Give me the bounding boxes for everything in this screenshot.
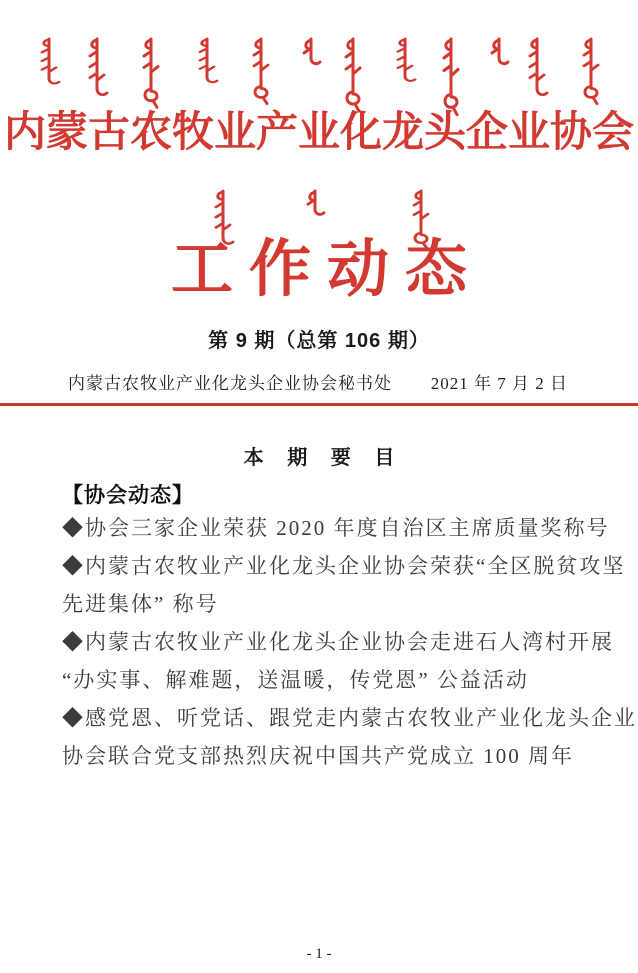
publisher-name: 内蒙古农牧业产业化龙头企业协会秘书处 (68, 374, 392, 393)
toc-line: ◆感党恩、听党话、跟党走内蒙古农牧业产业化龙头企业 (62, 706, 637, 730)
toc-line: 协会联合党支部热烈庆祝中国共产党成立 100 周年 (62, 744, 574, 768)
toc-line: “办实事、解难题，送温暖，传党恩” 公益活动 (62, 668, 529, 692)
publisher-row (68, 369, 568, 394)
toc-list (62, 508, 637, 774)
issue-number: 第 9 期（总第 106 期） (208, 330, 430, 352)
publish-date: 2021 年 7 月 2 日 (430, 374, 568, 393)
toc-line: 先进集体” 称号 (62, 592, 219, 616)
toc-line: ◆协会三家企业荣获 2020 年度自治区主席质量奖称号 (62, 516, 610, 540)
bulletin-title: 工作动态 (170, 232, 483, 305)
toc-line: ◆内蒙古农牧业产业化龙头企业协会走进石人湾村开展 (62, 630, 614, 654)
section-title-association-news: 【协会动态】 (62, 484, 194, 507)
page-number: - 1 - (306, 946, 332, 962)
org-name-title: 内蒙古农牧业产业化龙头企业协会 (3, 107, 634, 156)
toc-line: ◆内蒙古农牧业产业化龙头企业协会荣获“全区脱贫攻坚 (62, 554, 626, 578)
toc-heading: 本 期 要 目 (243, 447, 404, 469)
red-divider-rule (0, 403, 638, 406)
